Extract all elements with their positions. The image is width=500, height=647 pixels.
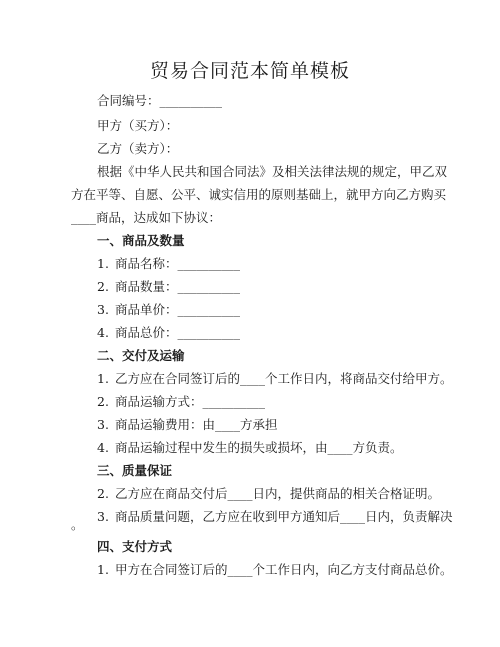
intro-line-2: 方在平等、自愿、公平、诚实信用的原则基础上，就甲方向乙方购买 xyxy=(71,187,447,202)
section-heading-goods: 一、商品及数量 xyxy=(97,233,185,248)
list-item: 3. 商品质量问题，乙方应在收到甲方通知后____日内，负责解决 xyxy=(97,509,453,524)
document-title: 贸易合同范本简单模板 xyxy=(149,60,350,82)
section-heading-quality: 三、质量保证 xyxy=(97,463,173,478)
party-a-line: 甲方（买方）： xyxy=(97,118,179,133)
intro-line-1: 根据《中华人民共和国合同法》及相关法律法规的规定，甲乙双 xyxy=(97,164,448,179)
intro-line-3: ____商品，达成如下协议： xyxy=(71,210,222,225)
list-item: 2. 商品数量：__________ xyxy=(97,279,241,294)
party-b-line: 乙方（卖方）： xyxy=(97,141,179,156)
list-item: 1. 商品名称：__________ xyxy=(97,256,241,271)
section-heading-payment: 四、支付方式 xyxy=(97,539,173,554)
list-item: 1. 乙方应在合同签订后的____个工作日内，将商品交付给甲方。 xyxy=(97,371,453,386)
list-item: 3. 商品单价：__________ xyxy=(97,302,241,317)
list-item: 1. 甲方在合同签订后的____个工作日内，向乙方支付商品总价。 xyxy=(97,562,453,577)
trailing-punctuation: 。 xyxy=(71,517,84,532)
list-item: 2. 商品运输方式：__________ xyxy=(97,394,266,409)
contract-number-line: 合同编号：__________ xyxy=(97,93,223,108)
section-heading-delivery: 二、交付及运输 xyxy=(97,348,185,363)
list-item: 3. 商品运输费用：由____方承担 xyxy=(97,417,278,432)
list-item: 2. 乙方应在商品交付后____日内，提供商品的相关合格证明。 xyxy=(97,486,441,501)
list-item: 4. 商品总价：__________ xyxy=(97,325,241,340)
list-item: 4. 商品运输过程中发生的损失或损坏，由____方负责。 xyxy=(97,440,403,455)
